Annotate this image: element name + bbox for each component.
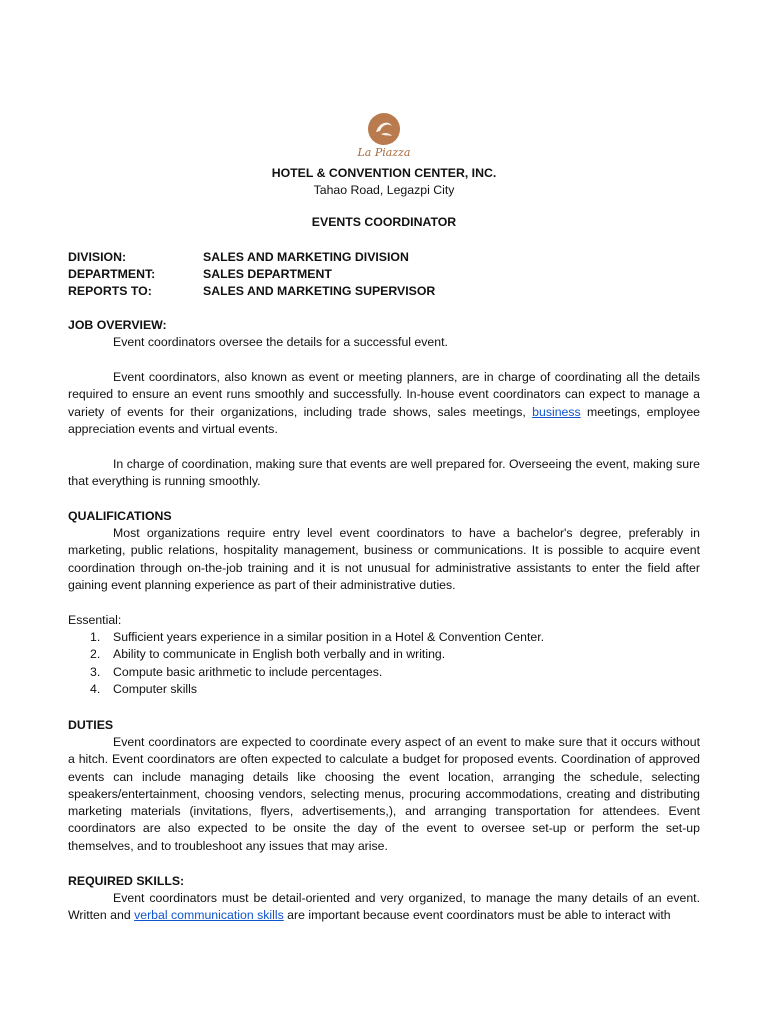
verbal-communication-skills-link[interactable]: verbal communication skills xyxy=(134,908,284,923)
list-item xyxy=(68,629,544,646)
company-logo xyxy=(0,112,768,159)
qualifications-heading: QUALIFICATIONS xyxy=(68,509,172,523)
overview-paragraph-1: Event coordinators oversee the details for a successful event. xyxy=(113,335,448,349)
list-item-number: 2. xyxy=(90,647,101,662)
reports-to-value: SALES AND MARKETING SUPERVISOR xyxy=(203,284,436,298)
duties-heading: DUTIES xyxy=(68,718,114,732)
list-item xyxy=(68,664,544,681)
division-value: SALES AND MARKETING DIVISION xyxy=(203,250,409,264)
list-item-number: 3. xyxy=(90,664,101,679)
list-item-text: Sufficient years experience in a similar position in a Hotel & Convention Center. xyxy=(113,630,545,644)
division-row xyxy=(68,249,409,266)
job-title: EVENTS COORDINATOR xyxy=(311,215,457,229)
skills-text-start: Event coordinators must be detail-oriented and very organized, to manage the many details of an event. Written and xyxy=(68,891,700,923)
list-item-text: Ability to communicate in English both verbally and in writing. xyxy=(113,647,446,662)
overview-paragraph-2 xyxy=(68,369,700,438)
list-item-number: 4. xyxy=(90,681,101,696)
division-label: DIVISION: xyxy=(68,250,127,264)
job-overview-heading: JOB OVERVIEW: xyxy=(68,318,167,332)
company-address: Tahao Road, Legazpi City xyxy=(313,183,455,197)
business-link[interactable]: business xyxy=(532,404,581,419)
overview-p2-text-start: Event coordinators, also known as event or meeting planners, are in charge of coordinating all the details required to ensure an event runs smoothly and successfully. In-house event coordinators can expect to manage a variety of events for their organizations, including trade shows, sales meetings, xyxy=(68,370,700,419)
list-item xyxy=(68,681,544,698)
list-item-number: 1. xyxy=(90,630,101,644)
overview-paragraph-3: In charge of coordination, making sure that events are well prepared for. Overseeing the event, making sure that everything is running smoothly. xyxy=(68,457,700,489)
la-piazza-logo-icon xyxy=(367,112,401,146)
department-row xyxy=(68,266,332,283)
department-label: DEPARTMENT: xyxy=(68,267,156,281)
essential-label: Essential: xyxy=(68,613,122,627)
reports-to-row xyxy=(68,283,435,300)
duties-paragraph: Event coordinators are expected to coordinate every aspect of an event to make sure that it occurs without a hitch. Event coordinators are often expected to calculate a budget for proposed events. Coordination of approved events can include managing details like choosing the event location, arranging the schedule, selecting speakers/entertainment, choosing vendors, selecting menus, procuring accommodations, creating and distributing marketing materials (invitations, flyers, advertisements,), and arranging transportation for attendees. Event coordinators are also expected to be onsite the day of the event to oversee set-up or perform the set-up themselves, and to troubleshoot any issues that may arise. xyxy=(68,735,700,853)
qualifications-paragraph: Most organizations require entry level event coordinators to have a bachelor's degree, preferably in marketing, public relations, hospitality management, business or communications. It is possible to acquire event coordination through on-the-job training and it is not unusual for administrative assistants to enter the field after gaining event planning experience as part of their administrative duties. xyxy=(68,526,700,592)
skills-paragraph xyxy=(68,890,700,925)
skills-text-end: are important because event coordinators must be able to interact with xyxy=(283,908,671,923)
essential-list xyxy=(68,629,544,698)
reports-to-label: REPORTS TO: xyxy=(68,284,152,298)
company-name: HOTEL & CONVENTION CENTER, INC. xyxy=(271,166,497,180)
list-item-text: Computer skills xyxy=(113,681,198,696)
department-value: SALES DEPARTMENT xyxy=(203,267,332,281)
list-item xyxy=(68,646,544,663)
overview-p2-text-end: meetings, employee appreciation events and virtual events. xyxy=(68,404,700,436)
logo-wordmark: La Piazza xyxy=(357,146,411,159)
required-skills-heading: REQUIRED SKILLS: xyxy=(68,874,185,888)
list-item-text: Compute basic arithmetic to include percentages. xyxy=(113,664,383,679)
